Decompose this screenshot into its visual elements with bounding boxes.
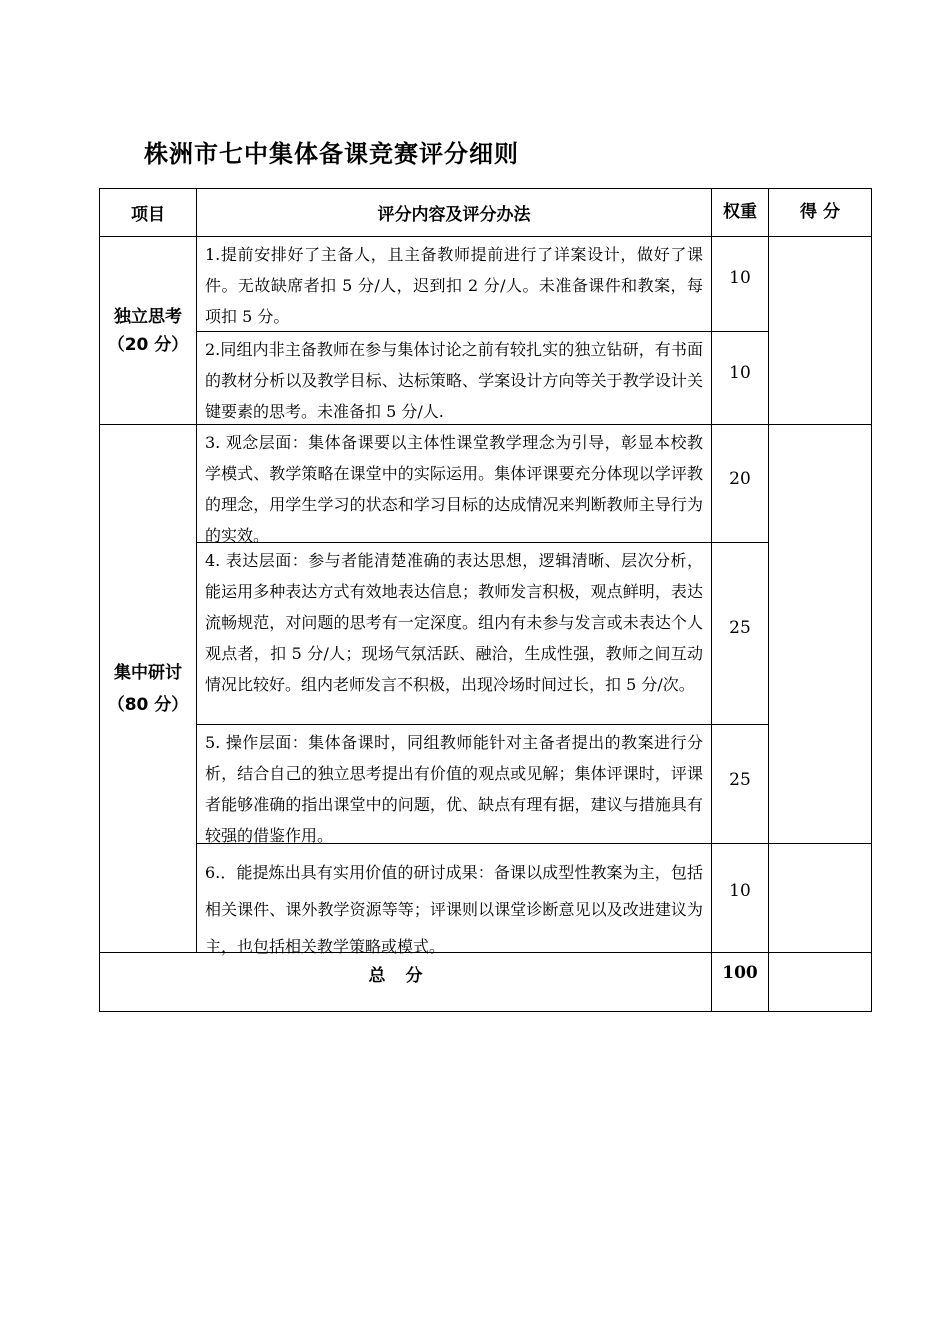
criterion-5-text: 5. 操作层面：集体备课时，同组教师能针对主备者提出的教案进行分析，结合自己的独立思考提出有价值的观点或见解；集体评课时，评课者能够准确的指出课堂中的问题，优、缺点有理有据，建议与措施具有较强的借鉴作用。 [205, 733, 703, 845]
header-weight: 权重 [723, 201, 757, 222]
total-label: 总分 [368, 965, 443, 986]
total-score-cell[interactable] [769, 953, 871, 1011]
category-points: （20 分） [107, 334, 189, 355]
criterion-4-text: 4. 表达层面：参与者能清楚准确的表达思想，逻辑清晰、层次分析，能运用多种表达方式有效地表达信息；教师发言积极，观点鲜明，表达流畅规范，对问题的思考有一定深度。组内有未参与发言或未表达个人观点者，扣 5 分/人；现场气氛活跃、融洽，生成性强，教师之间互动情况比较好。组内老师发言不积极，出现冷场时间过长，扣 5 分/次。 [205, 551, 703, 694]
category-focused-discussion [100, 425, 196, 952]
criterion-3-text: 3. 观念层面：集体备课要以主体性课堂教学理念为引导，彰显本校教学模式、教学策略在课堂中的实际运用。集体评课要充分体现以学评教的理念，用学生学习的状态和学习目标的达成情况来判断教师主导行为的实效。 [205, 433, 703, 545]
criterion-2-weight: 10 [729, 363, 751, 383]
header-score: 得 分 [800, 201, 840, 222]
criterion-5-weight: 25 [729, 770, 751, 790]
table-border-bottom [99, 1011, 872, 1012]
criterion-4-weight: 25 [729, 618, 751, 638]
header-item: 项目 [131, 205, 165, 225]
header-content: 评分内容及评分办法 [377, 205, 531, 225]
score-cell-criterion-6[interactable] [769, 844, 871, 952]
criterion-1-text: 1.提前安排好了主备人，且主备教师提前进行了详案设计，做好了课件。无故缺席者扣 5 分/人，迟到扣 2 分/人。未准备课件和教案，每项扣 5 分。 [205, 245, 703, 326]
score-cell-sections-1-5[interactable] [769, 237, 871, 843]
criterion-6-text: 6.．能提炼出具有实用价值的研讨成果：备课以成型性教案为主，包括相关课件、课外教学资源等等；评课则以课堂诊断意见以及改进建议为主，也包括相关教学策略或模式。 [205, 863, 703, 956]
category-independent-thinking [100, 237, 196, 424]
scoring-table [99, 188, 872, 1013]
criterion-2-text: 2.同组内非主备教师在参与集体讨论之前有较扎实的独立钻研，有书面的教材分析以及教学目标、达标策略、学案设计方向等关于教学设计关键要素的思考。未准备扣 5 分/人. [205, 340, 703, 421]
category-name: 独立思考 [114, 306, 182, 327]
criterion-6-weight: 10 [729, 881, 751, 901]
total-weight: 100 [722, 963, 758, 983]
criterion-3-weight: 20 [729, 468, 751, 489]
document-title: 株洲市七中集体备课竞赛评分细则 [144, 140, 519, 168]
criterion-1-weight: 10 [729, 268, 751, 288]
table-border-right [871, 188, 872, 1012]
category-points: （80 分） [107, 694, 189, 715]
category-name: 集中研讨 [114, 662, 182, 683]
